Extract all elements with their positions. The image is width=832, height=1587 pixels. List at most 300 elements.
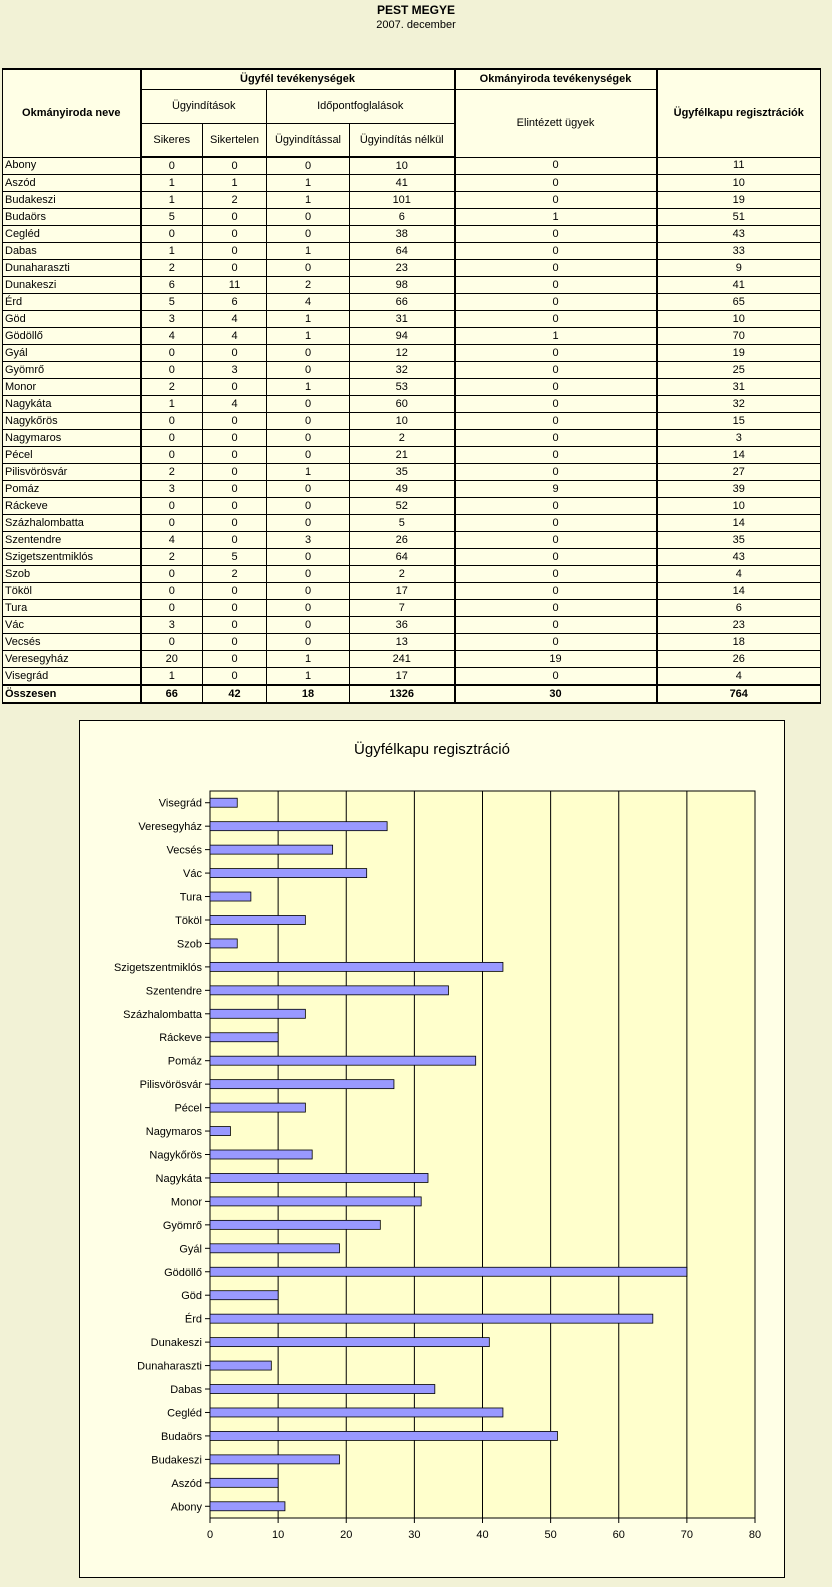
office-name-cell: Gyömrő bbox=[3, 362, 141, 379]
value-cell: 1 bbox=[267, 175, 350, 192]
value-cell: 5 bbox=[141, 294, 203, 311]
value-cell: 0 bbox=[141, 634, 203, 651]
value-cell: 3 bbox=[141, 617, 203, 634]
y-tick-label: Szob bbox=[176, 938, 202, 951]
value-cell: 0 bbox=[455, 157, 657, 175]
value-cell: 2 bbox=[203, 192, 267, 209]
value-cell: 0 bbox=[203, 345, 267, 362]
value-cell: 0 bbox=[141, 157, 203, 175]
value-cell: 0 bbox=[203, 243, 267, 260]
value-cell: 64 bbox=[350, 243, 455, 260]
value-cell: 5 bbox=[141, 209, 203, 226]
bar bbox=[210, 798, 237, 807]
value-cell: 0 bbox=[203, 430, 267, 447]
y-tick-label: Veresegyház bbox=[138, 821, 202, 834]
value-cell: 0 bbox=[203, 481, 267, 498]
value-cell: 3 bbox=[657, 430, 821, 447]
table-row bbox=[3, 328, 821, 345]
value-cell: 4 bbox=[657, 668, 821, 686]
value-cell: 0 bbox=[267, 260, 350, 277]
table-row bbox=[3, 447, 821, 464]
value-cell: 70 bbox=[657, 328, 821, 345]
value-cell: 101 bbox=[350, 192, 455, 209]
bar bbox=[210, 962, 503, 971]
value-cell: 1326 bbox=[350, 685, 455, 703]
value-cell: 4 bbox=[141, 328, 203, 345]
value-cell: 0 bbox=[267, 481, 350, 498]
x-tick-label: 10 bbox=[272, 1529, 285, 1541]
table-row bbox=[3, 396, 821, 413]
value-cell: 6 bbox=[657, 600, 821, 617]
bar bbox=[210, 892, 251, 901]
value-cell: 20 bbox=[141, 651, 203, 668]
office-name-cell: Veresegyház bbox=[3, 651, 141, 668]
value-cell: 4 bbox=[267, 294, 350, 311]
value-cell: 42 bbox=[203, 685, 267, 703]
table-row bbox=[3, 294, 821, 311]
value-cell: 7 bbox=[350, 600, 455, 617]
value-cell: 1 bbox=[267, 328, 350, 345]
office-name-cell: Érd bbox=[3, 294, 141, 311]
value-cell: 4 bbox=[657, 566, 821, 583]
value-cell: 0 bbox=[455, 311, 657, 328]
value-cell: 1 bbox=[267, 243, 350, 260]
bar bbox=[210, 986, 448, 995]
office-name-cell: Budakeszi bbox=[3, 192, 141, 209]
value-cell: 14 bbox=[657, 583, 821, 600]
y-tick-label: Pécel bbox=[174, 1102, 202, 1115]
value-cell: 19 bbox=[455, 651, 657, 668]
bar bbox=[210, 939, 237, 948]
y-tick-label: Abony bbox=[170, 1501, 202, 1514]
value-cell: 12 bbox=[350, 345, 455, 362]
y-tick-label: Nagykőrös bbox=[149, 1149, 202, 1162]
value-cell: 41 bbox=[657, 277, 821, 294]
value-cell: 0 bbox=[141, 430, 203, 447]
value-cell: 0 bbox=[455, 583, 657, 600]
x-tick-label: 20 bbox=[340, 1529, 353, 1541]
value-cell: 0 bbox=[455, 634, 657, 651]
value-cell: 0 bbox=[203, 447, 267, 464]
bar bbox=[210, 1080, 394, 1089]
office-name-cell: Pécel bbox=[3, 447, 141, 464]
value-cell: 2 bbox=[141, 549, 203, 566]
value-cell: 0 bbox=[455, 515, 657, 532]
value-cell: 0 bbox=[267, 583, 350, 600]
value-cell: 11 bbox=[203, 277, 267, 294]
office-name-cell: Budaörs bbox=[3, 209, 141, 226]
y-tick-label: Érd bbox=[184, 1313, 202, 1326]
bar bbox=[210, 1220, 380, 1229]
y-tick-label: Budakeszi bbox=[151, 1454, 202, 1467]
table-row bbox=[3, 260, 821, 277]
office-name-cell: Dabas bbox=[3, 243, 141, 260]
header-completed-cases: Elintézett ügyek bbox=[455, 90, 657, 158]
value-cell: 32 bbox=[350, 362, 455, 379]
header-client-activities: Ügyfél tevékenységek bbox=[141, 69, 455, 90]
table-row bbox=[3, 634, 821, 651]
header-gateway-registrations: Ügyfélkapu regisztrációk bbox=[657, 69, 821, 157]
value-cell: 32 bbox=[657, 396, 821, 413]
value-cell: 1 bbox=[141, 192, 203, 209]
value-cell: 1 bbox=[267, 192, 350, 209]
value-cell: 27 bbox=[657, 464, 821, 481]
value-cell: 65 bbox=[657, 294, 821, 311]
value-cell: 2 bbox=[141, 379, 203, 396]
y-tick-label: Cegléd bbox=[167, 1407, 202, 1420]
value-cell: 0 bbox=[203, 226, 267, 243]
value-cell: 0 bbox=[455, 379, 657, 396]
value-cell: 0 bbox=[267, 226, 350, 243]
bar bbox=[210, 1197, 421, 1206]
bar bbox=[210, 1056, 476, 1065]
table-row bbox=[3, 243, 821, 260]
table-row bbox=[3, 498, 821, 515]
value-cell: 31 bbox=[657, 379, 821, 396]
table-row bbox=[3, 226, 821, 243]
page-title: PEST MEGYE bbox=[376, 3, 456, 17]
bar bbox=[210, 1173, 428, 1182]
value-cell: 2 bbox=[350, 430, 455, 447]
y-tick-label: Pilisvörösvár bbox=[139, 1079, 202, 1092]
page-subtitle: 2007. december bbox=[376, 19, 456, 31]
bar-chart-svg bbox=[80, 721, 784, 1577]
value-cell: 1 bbox=[141, 668, 203, 686]
value-cell: 1 bbox=[141, 243, 203, 260]
value-cell: 0 bbox=[455, 600, 657, 617]
value-cell: 0 bbox=[455, 294, 657, 311]
value-cell: 0 bbox=[455, 396, 657, 413]
value-cell: 21 bbox=[350, 447, 455, 464]
value-cell: 0 bbox=[267, 430, 350, 447]
office-name-cell: Tököl bbox=[3, 583, 141, 600]
y-tick-label: Tura bbox=[179, 891, 202, 904]
value-cell: 0 bbox=[455, 549, 657, 566]
table-row bbox=[3, 532, 821, 549]
y-tick-label: Szigetszentmiklós bbox=[113, 961, 202, 974]
value-cell: 0 bbox=[267, 617, 350, 634]
header-without-case-start: Ügyindítás nélkül bbox=[350, 124, 455, 158]
table-row bbox=[3, 600, 821, 617]
value-cell: 0 bbox=[455, 277, 657, 294]
value-cell: 0 bbox=[203, 651, 267, 668]
value-cell: 0 bbox=[203, 600, 267, 617]
value-cell: 6 bbox=[350, 209, 455, 226]
table-row bbox=[3, 277, 821, 294]
value-cell: 10 bbox=[350, 413, 455, 430]
value-cell: 35 bbox=[350, 464, 455, 481]
value-cell: 0 bbox=[455, 226, 657, 243]
office-name-cell: Vecsés bbox=[3, 634, 141, 651]
value-cell: 0 bbox=[141, 362, 203, 379]
value-cell: 0 bbox=[141, 498, 203, 515]
office-name-cell: Összesen bbox=[3, 685, 141, 703]
bar bbox=[210, 1127, 230, 1136]
table-row bbox=[3, 566, 821, 583]
header-office-name: Okmányiroda neve bbox=[3, 69, 141, 157]
value-cell: 33 bbox=[657, 243, 821, 260]
bar bbox=[210, 1478, 278, 1487]
value-cell: 0 bbox=[267, 345, 350, 362]
value-cell: 4 bbox=[203, 328, 267, 345]
value-cell: 0 bbox=[203, 157, 267, 175]
value-cell: 3 bbox=[267, 532, 350, 549]
header-case-starts: Ügyindítások bbox=[141, 90, 267, 124]
bar bbox=[210, 1033, 278, 1042]
y-tick-label: Ráckeve bbox=[159, 1032, 202, 1045]
value-cell: 0 bbox=[141, 515, 203, 532]
value-cell: 0 bbox=[455, 498, 657, 515]
table-row bbox=[3, 515, 821, 532]
value-cell: 1 bbox=[267, 668, 350, 686]
value-cell: 0 bbox=[455, 464, 657, 481]
table-row bbox=[3, 651, 821, 668]
value-cell: 0 bbox=[203, 532, 267, 549]
value-cell: 0 bbox=[141, 566, 203, 583]
bar bbox=[210, 1385, 435, 1394]
table-row bbox=[3, 413, 821, 430]
value-cell: 10 bbox=[657, 311, 821, 328]
table-row bbox=[3, 209, 821, 226]
value-cell: 0 bbox=[141, 447, 203, 464]
value-cell: 0 bbox=[267, 549, 350, 566]
office-name-cell: Szob bbox=[3, 566, 141, 583]
office-name-cell: Monor bbox=[3, 379, 141, 396]
value-cell: 0 bbox=[455, 617, 657, 634]
value-cell: 23 bbox=[657, 617, 821, 634]
x-tick-label: 60 bbox=[612, 1529, 625, 1541]
office-name-cell: Dunakeszi bbox=[3, 277, 141, 294]
bar bbox=[210, 1103, 305, 1112]
table-row bbox=[3, 157, 821, 175]
y-tick-label: Nagymaros bbox=[145, 1126, 202, 1139]
office-name-cell: Szentendre bbox=[3, 532, 141, 549]
value-cell: 17 bbox=[350, 583, 455, 600]
value-cell: 10 bbox=[657, 175, 821, 192]
office-name-cell: Göd bbox=[3, 311, 141, 328]
value-cell: 0 bbox=[267, 362, 350, 379]
value-cell: 94 bbox=[350, 328, 455, 345]
value-cell: 6 bbox=[203, 294, 267, 311]
y-tick-label: Gyál bbox=[179, 1243, 202, 1256]
table-total-row bbox=[3, 685, 821, 703]
value-cell: 14 bbox=[657, 447, 821, 464]
office-name-cell: Nagymaros bbox=[3, 430, 141, 447]
value-cell: 2 bbox=[141, 464, 203, 481]
value-cell: 0 bbox=[455, 413, 657, 430]
y-tick-label: Gödöllő bbox=[164, 1266, 202, 1279]
value-cell: 18 bbox=[657, 634, 821, 651]
value-cell: 30 bbox=[455, 685, 657, 703]
value-cell: 60 bbox=[350, 396, 455, 413]
statistics-table bbox=[2, 68, 821, 704]
bar bbox=[210, 1009, 305, 1018]
value-cell: 36 bbox=[350, 617, 455, 634]
value-cell: 0 bbox=[267, 498, 350, 515]
value-cell: 1 bbox=[141, 396, 203, 413]
office-name-cell: Gödöllő bbox=[3, 328, 141, 345]
y-tick-label: Pomáz bbox=[167, 1055, 202, 1068]
value-cell: 53 bbox=[350, 379, 455, 396]
bar bbox=[210, 915, 305, 924]
table-row bbox=[3, 430, 821, 447]
value-cell: 5 bbox=[203, 549, 267, 566]
value-cell: 13 bbox=[350, 634, 455, 651]
office-name-cell: Cegléd bbox=[3, 226, 141, 243]
value-cell: 0 bbox=[203, 260, 267, 277]
x-tick-label: 80 bbox=[748, 1529, 762, 1541]
y-tick-label: Gyömrő bbox=[162, 1219, 202, 1232]
header-successful: Sikeres bbox=[141, 124, 203, 158]
table-row bbox=[3, 345, 821, 362]
y-tick-label: Szentendre bbox=[145, 985, 202, 998]
value-cell: 26 bbox=[350, 532, 455, 549]
value-cell: 0 bbox=[455, 243, 657, 260]
value-cell: 1 bbox=[455, 328, 657, 345]
table-row bbox=[3, 617, 821, 634]
bar bbox=[210, 1455, 339, 1464]
bar bbox=[210, 1408, 503, 1417]
bar bbox=[210, 845, 333, 854]
y-tick-label: Budaörs bbox=[161, 1430, 202, 1443]
value-cell: 0 bbox=[267, 634, 350, 651]
value-cell: 9 bbox=[657, 260, 821, 277]
chart-title: Ügyfélkapu regisztráció bbox=[354, 741, 510, 758]
y-tick-label: Vác bbox=[183, 868, 202, 881]
value-cell: 41 bbox=[350, 175, 455, 192]
value-cell: 0 bbox=[203, 617, 267, 634]
value-cell: 31 bbox=[350, 311, 455, 328]
office-name-cell: Tura bbox=[3, 600, 141, 617]
value-cell: 241 bbox=[350, 651, 455, 668]
value-cell: 23 bbox=[350, 260, 455, 277]
value-cell: 43 bbox=[657, 226, 821, 243]
bar bbox=[210, 1150, 312, 1159]
value-cell: 0 bbox=[267, 515, 350, 532]
value-cell: 19 bbox=[657, 192, 821, 209]
value-cell: 0 bbox=[203, 464, 267, 481]
value-cell: 0 bbox=[455, 447, 657, 464]
bar bbox=[210, 1314, 653, 1323]
value-cell: 66 bbox=[350, 294, 455, 311]
y-tick-label: Dunaharaszti bbox=[137, 1360, 202, 1373]
value-cell: 0 bbox=[267, 600, 350, 617]
value-cell: 3 bbox=[141, 481, 203, 498]
value-cell: 0 bbox=[203, 209, 267, 226]
header-with-case-start: Ügyindítással bbox=[267, 124, 350, 158]
office-name-cell: Nagykáta bbox=[3, 396, 141, 413]
value-cell: 0 bbox=[203, 379, 267, 396]
table-row bbox=[3, 668, 821, 686]
y-tick-label: Visegrád bbox=[158, 797, 202, 810]
table-row bbox=[3, 311, 821, 328]
value-cell: 64 bbox=[350, 549, 455, 566]
value-cell: 1 bbox=[267, 651, 350, 668]
bar bbox=[210, 1291, 278, 1300]
value-cell: 1 bbox=[267, 379, 350, 396]
value-cell: 764 bbox=[657, 685, 821, 703]
value-cell: 66 bbox=[141, 685, 203, 703]
value-cell: 2 bbox=[141, 260, 203, 277]
value-cell: 1 bbox=[203, 175, 267, 192]
value-cell: 15 bbox=[657, 413, 821, 430]
y-tick-label: Százhalombatta bbox=[123, 1008, 202, 1021]
value-cell: 0 bbox=[203, 498, 267, 515]
value-cell: 3 bbox=[203, 362, 267, 379]
value-cell: 6 bbox=[141, 277, 203, 294]
value-cell: 0 bbox=[141, 345, 203, 362]
bar bbox=[210, 1267, 687, 1276]
value-cell: 0 bbox=[203, 634, 267, 651]
value-cell: 3 bbox=[141, 311, 203, 328]
value-cell: 52 bbox=[350, 498, 455, 515]
table-row bbox=[3, 379, 821, 396]
y-tick-label: Nagykáta bbox=[155, 1172, 202, 1185]
value-cell: 1 bbox=[267, 311, 350, 328]
value-cell: 11 bbox=[657, 157, 821, 175]
value-cell: 0 bbox=[455, 532, 657, 549]
value-cell: 0 bbox=[203, 413, 267, 430]
office-name-cell: Gyál bbox=[3, 345, 141, 362]
value-cell: 19 bbox=[657, 345, 821, 362]
value-cell: 17 bbox=[350, 668, 455, 686]
value-cell: 0 bbox=[267, 566, 350, 583]
y-tick-label: Tököl bbox=[175, 914, 202, 927]
value-cell: 5 bbox=[350, 515, 455, 532]
table-row bbox=[3, 192, 821, 209]
y-tick-label: Göd bbox=[181, 1290, 202, 1303]
office-name-cell: Dunaharaszti bbox=[3, 260, 141, 277]
header-unsuccessful: Sikertelen bbox=[203, 124, 267, 158]
value-cell: 10 bbox=[657, 498, 821, 515]
value-cell: 2 bbox=[267, 277, 350, 294]
x-tick-label: 40 bbox=[476, 1529, 489, 1541]
y-tick-label: Aszód bbox=[171, 1477, 202, 1490]
bar bbox=[210, 1361, 271, 1370]
table-row bbox=[3, 362, 821, 379]
value-cell: 49 bbox=[350, 481, 455, 498]
bar bbox=[210, 1338, 489, 1347]
value-cell: 4 bbox=[203, 396, 267, 413]
registration-chart bbox=[79, 720, 785, 1578]
office-name-cell: Nagykőrös bbox=[3, 413, 141, 430]
value-cell: 0 bbox=[267, 157, 350, 175]
y-tick-label: Dunakeszi bbox=[150, 1337, 202, 1350]
value-cell: 0 bbox=[455, 192, 657, 209]
value-cell: 0 bbox=[267, 413, 350, 430]
bar bbox=[210, 1431, 557, 1440]
value-cell: 10 bbox=[350, 157, 455, 175]
office-name-cell: Visegrád bbox=[3, 668, 141, 686]
y-tick-label: Vecsés bbox=[166, 844, 202, 857]
value-cell: 14 bbox=[657, 515, 821, 532]
value-cell: 2 bbox=[203, 566, 267, 583]
value-cell: 38 bbox=[350, 226, 455, 243]
y-tick-label: Monor bbox=[170, 1196, 202, 1209]
value-cell: 0 bbox=[203, 668, 267, 686]
value-cell: 0 bbox=[455, 566, 657, 583]
value-cell: 0 bbox=[267, 447, 350, 464]
table-row bbox=[3, 583, 821, 600]
office-name-cell: Aszód bbox=[3, 175, 141, 192]
table-row bbox=[3, 464, 821, 481]
office-name-cell: Ráckeve bbox=[3, 498, 141, 515]
office-name-cell: Százhalombatta bbox=[3, 515, 141, 532]
value-cell: 0 bbox=[267, 209, 350, 226]
value-cell: 0 bbox=[203, 515, 267, 532]
value-cell: 0 bbox=[455, 668, 657, 686]
value-cell: 39 bbox=[657, 481, 821, 498]
